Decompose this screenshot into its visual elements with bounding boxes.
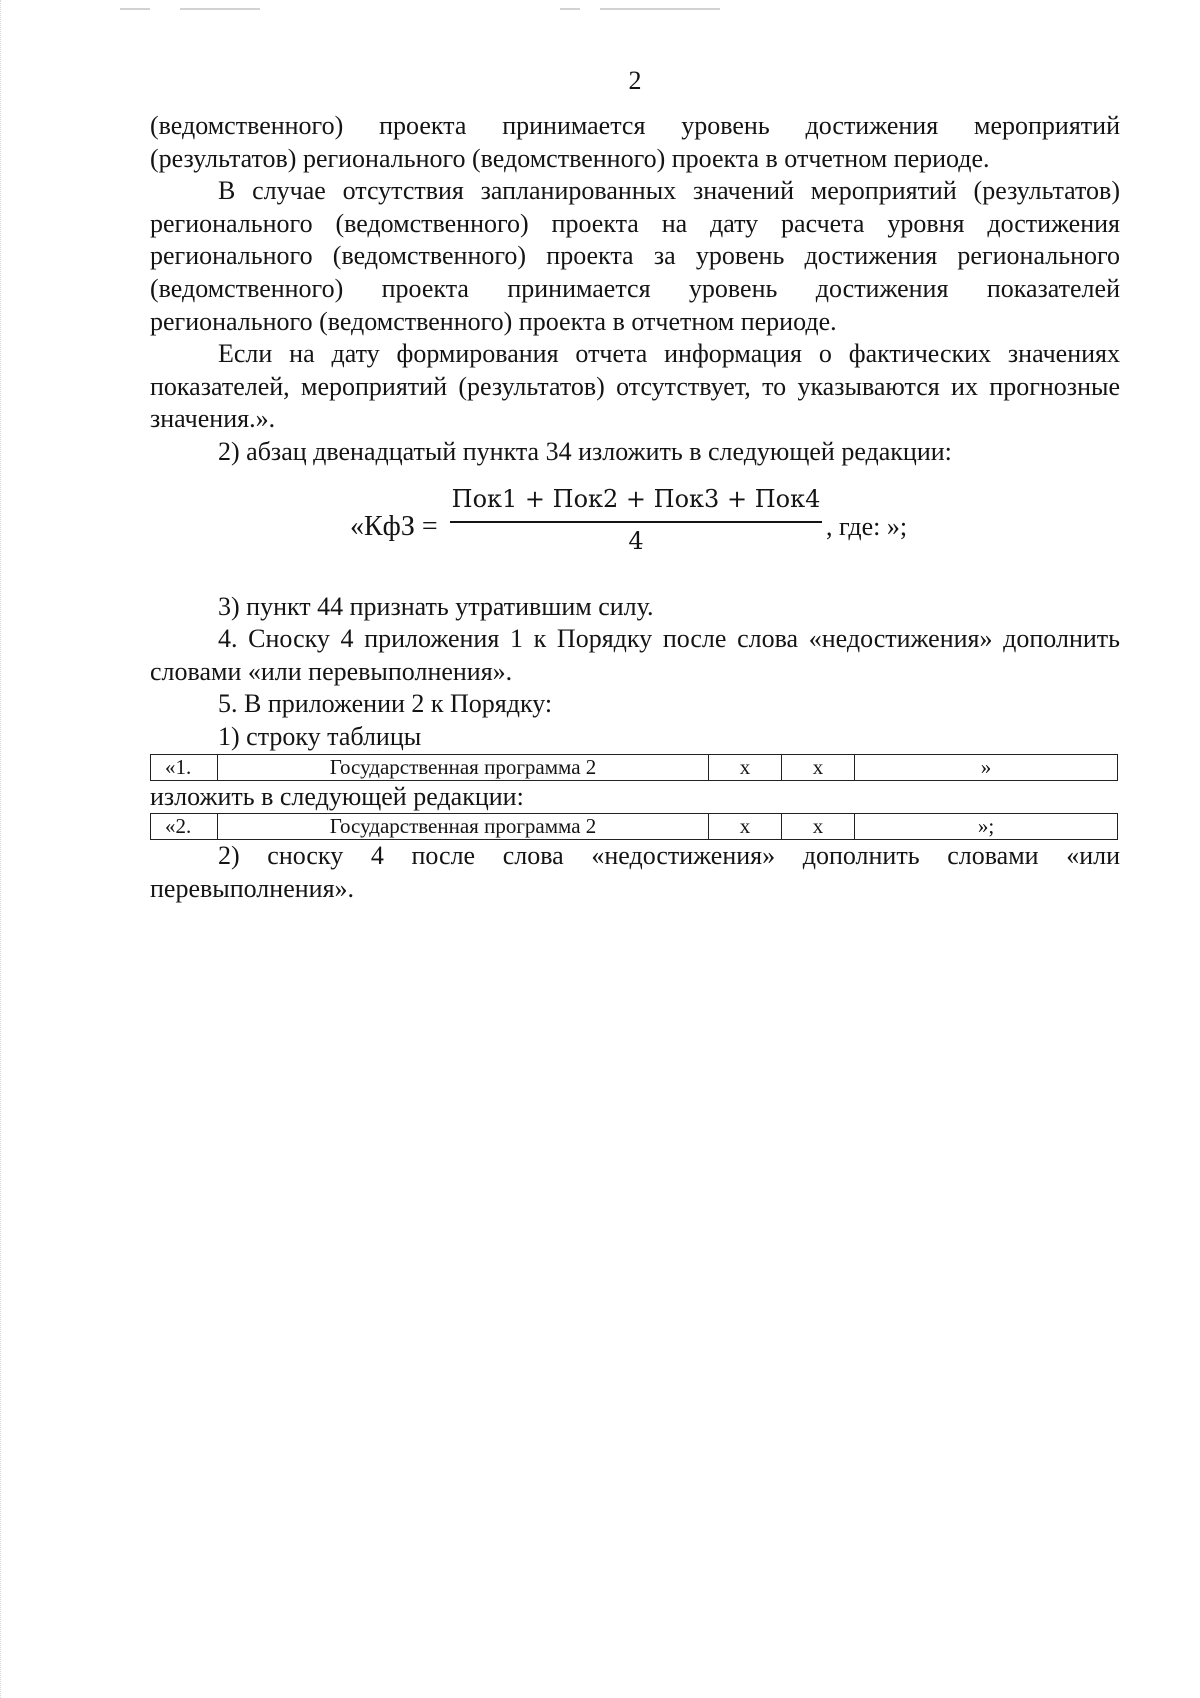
cell-number: «2. [151, 814, 218, 840]
formula-denominator: 4 [628, 526, 644, 555]
paragraph-7: 5. В приложении 2 к Порядку: [218, 689, 553, 719]
paragraph-4: 2) абзац двенадцатый пункта 34 изложить в следующей редакции: [218, 436, 952, 466]
cell-x1: х [709, 814, 782, 840]
paragraph-2: В случае отсутствия запланированных значений мероприятий (результатов) регионального (ведомственного) проекта на дату расчета уровня достижения регионального (ведомственного) проекта за уровень достижения регионального (ведомственного) проекта принимается уровень достижения показателей регионального (ведомственного) проекта в отчетном периоде. [150, 176, 1120, 336]
formula-fraction [450, 479, 822, 559]
formula-numerator: Пок1 + Пок2 + Пок3 + Пок4 [451, 484, 821, 513]
cell-end: » [855, 754, 1118, 780]
scan-edge [0, 0, 9, 1698]
page-number: 2 [628, 66, 642, 95]
cell-x2: х [782, 814, 855, 840]
cell-name: Государственная программа 2 [218, 814, 709, 840]
document-page [150, 0, 1120, 1698]
cell-x2: х [782, 754, 855, 780]
paragraph-9: изложить в следующей редакции: [150, 781, 524, 811]
paragraph-10: 2) сноску 4 после слова «недостижения» дополнить словами «или перевыполнения». [150, 841, 1120, 903]
cell-name: Государственная программа 2 [218, 754, 709, 780]
formula-suffix: , где: »; [826, 511, 908, 541]
cell-end: »; [855, 814, 1118, 840]
document-body [150, 110, 1120, 905]
paragraph-5: 3) пункт 44 признать утратившим силу. [218, 591, 654, 621]
paragraph-8: 1) строку таблицы [218, 721, 422, 751]
formula [150, 479, 1120, 575]
cell-x1: х [709, 754, 782, 780]
formula-prefix: «КфЗ = [350, 510, 438, 542]
table-row-new [150, 813, 1118, 840]
cell-number: «1. [151, 754, 218, 780]
paragraph-3: Если на дату формирования отчета информация о фактических значениях показателей, мероприятий (результатов) отсутствует, то указываются их прогнозные значения.». [150, 339, 1120, 434]
table-row-old [150, 754, 1118, 781]
paragraph-1: (ведомственного) проекта принимается уровень достижения мероприятий (результатов) регионального (ведомственного) проекта в отчетном периоде. [150, 111, 1120, 173]
paragraph-6: 4. Сноску 4 приложения 1 к Порядку после слова «недостижения» дополнить словами «или перевыполнения». [150, 624, 1120, 686]
